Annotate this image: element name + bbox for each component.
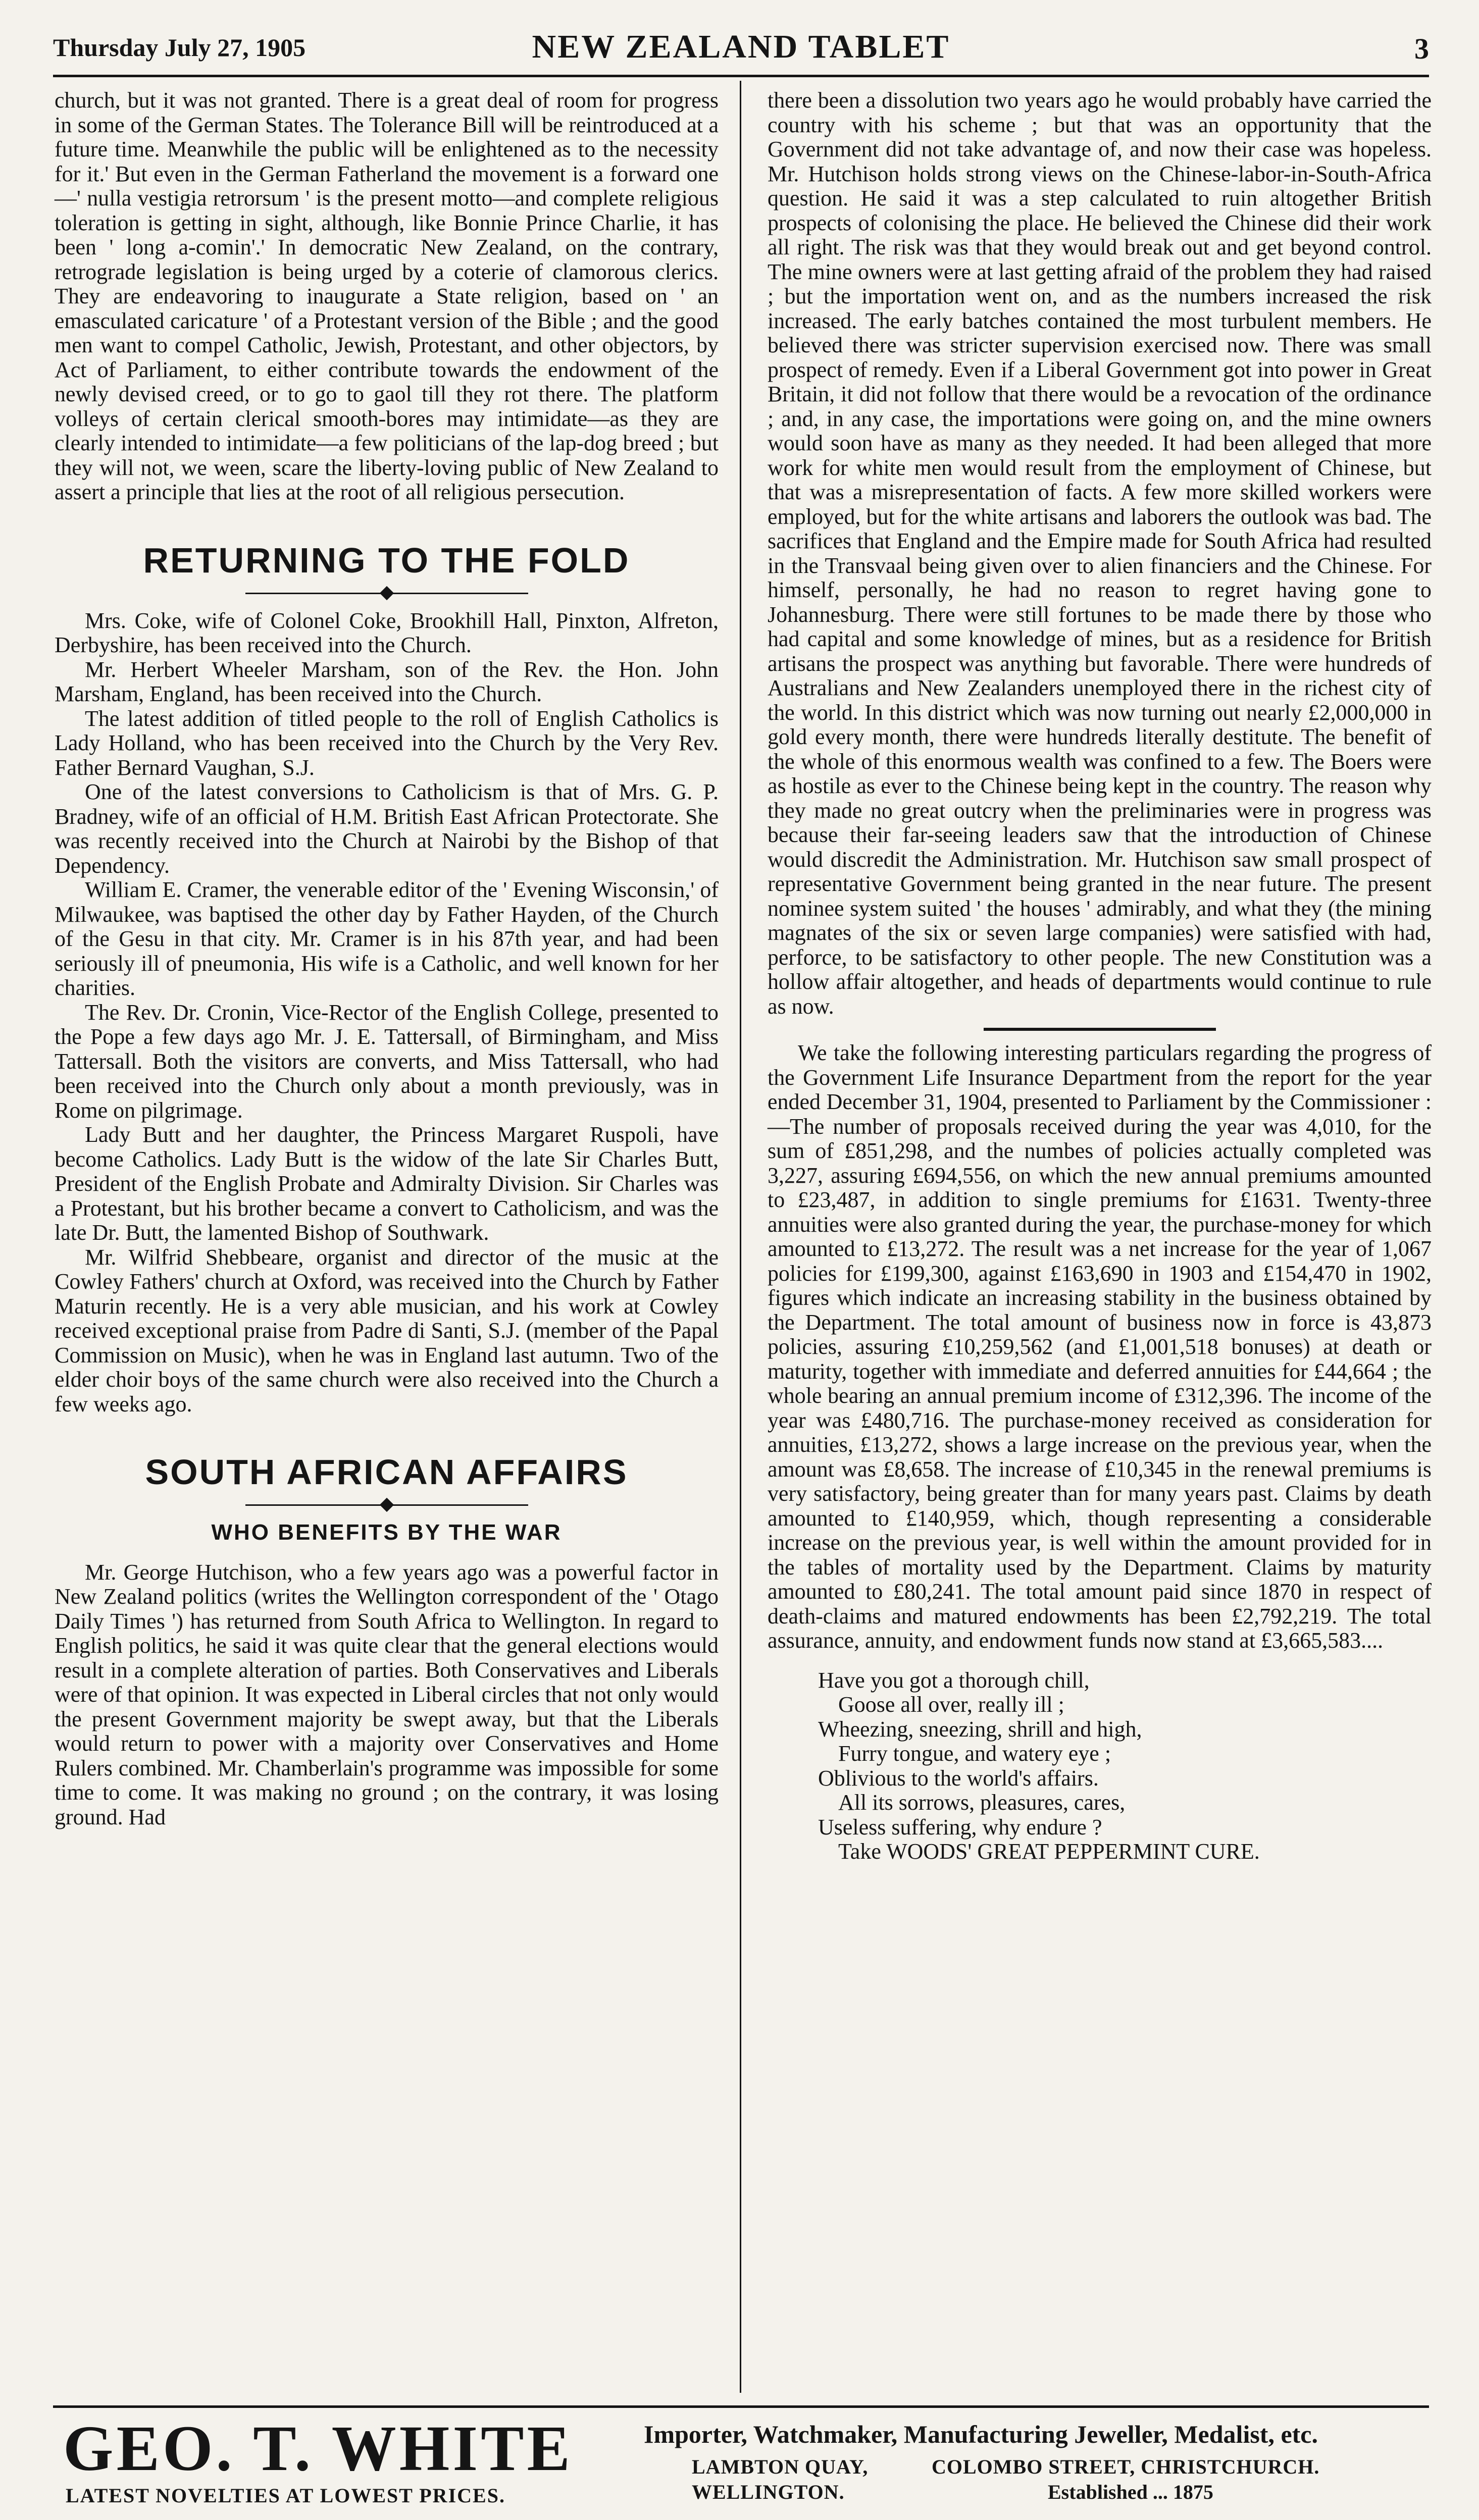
insurance-paragraph: We take the following interesting particulars regarding the progress of the Government Life Insurance Department from the report for the year ended December 31, 1904, presented to Parliament by the Commissioner :—The number of proposals received during the year was 4,010, for the sum of £851,298, and the numbes of policies actually completed was 3,227, assuring £694,556, on which the new annual premiums amounted to £23,487, in addition to single premiums for £1631. Twenty-three annuities were also granted during the year, the purchase-money for which amounted to £13,272. The result was a net increase for the year of 1,067 policies for £199,300, against £163,690 in 1903 and £154,470 in 1902, figures which indicate an increasing stability in the business obtained by the Department. The total amount of business now in force is 43,873 policies, assuring £10,259,562 (and £1,001,518 bonuses) at death or maturity, together with immediate and deferred annuities for £44,664 ; the whole bearing an annual premium income of £312,396. The income of the year was £480,716. The purchase-money received as consideration for annuities, £13,272, shows a large increase on the previous year, when the amount was £8,658. The increase of £10,345 in the renewal premiums is very satisfactory, being greater than for many years past. Claims by death amounted to £140,959, which, though representing a considerable increase on the previous year, is well within the amount provided for in the tables of mortality used by the Department. Claims by maturity amounted to £80,241. The total amount paid since 1870 in respect of death-claims and matured endowments has been £2,792,219. The total assurance, annuity, and endowment funds now stand at £3,665,583.... — [768, 1040, 1432, 1653]
article-paragraph: One of the latest conversions to Catholicism is that of Mrs. G. P. Bradney, wife of an official of H.M. British East African Protectorate. She was recently received into the Church at Nairobi by the Bishop of that Dependency. — [55, 779, 719, 878]
masthead-rule — [53, 75, 1429, 77]
advertiser-services: Importer, Watchmaker, Manufacturing Jeweller, Medalist, etc. — [644, 2420, 1318, 2448]
article-paragraph: Mr. George Hutchison, who a few years ago was a powerful factor in New Zealand politics (writes the Wellington correspondent of the ' Otago Daily Times ') has returned from South Africa to Wellington. In regard to English politics, he said it was quite clear that the general elections would result in a complete alteration of parties. Both Conservatives and Liberals were of that opinion. It was expected in Liberal circles that not only would the present Government majority be swept away, but that the Liberals would return to power with a majority over Conservatives and Home Rulers combined. Mr. Chamberlain's programme was impossible for some time to come. It was making no ground ; on the contrary, it was losing ground. Had — [55, 1559, 719, 1829]
ornamental-rule — [245, 1497, 528, 1512]
established-year: Established ... 1875 — [1048, 2481, 1213, 2503]
article-paragraph: Mr. Wilfrid Shebbeare, organist and director of the music at the Cowley Fathers' church at Oxford, was received into the Church by Father Maturin recently. He is a very able musician, and his work at Cowley received exceptional praise from Padre di Santi, S.J. (member of the Papal Commission on Music), when he was in England last autumn. Two of the elder choir boys of the same church were also received into the Church a few weeks ago. — [55, 1244, 719, 1416]
article-paragraph: Mrs. Coke, wife of Colonel Coke, Brookhill Hall, Pinxton, Alfreton, Derbyshire, has been received into the Church. — [55, 608, 719, 657]
article-paragraph: The latest addition of titled people to the roll of English Catholics is Lady Holland, who has been received into the Church by the Very Rev. Father Bernard Vaughan, S.J. — [55, 706, 719, 780]
poem-line: All its sorrows, pleasures, cares, — [838, 1790, 1126, 1815]
article-paragraph: The Rev. Dr. Cronin, Vice-Rector of the English College, presented to the Pope a few days ago Mr. J. E. Tattersall, of Birmingham, and Miss Tattersall. Both the visitors are converts, and Miss Tattersall, who had been received into the Church only about a month previously, was in Rome on pilgrimage. — [55, 1000, 719, 1123]
advertiser-tagline: LATEST NOVELTIES AT LOWEST PRICES. — [66, 2484, 505, 2507]
poem-line: Furry tongue, and watery eye ; — [838, 1741, 1111, 1766]
advertisement-poem — [818, 1668, 1432, 1864]
poem-line: Oblivious to the world's affairs. — [818, 1765, 1099, 1791]
page-number: 3 — [1414, 32, 1429, 65]
footer-advertisement — [53, 2412, 1429, 2511]
article-paragraph: Lady Butt and her daughter, the Princess Margaret Ruspoli, have become Catholics. Lady Butt is the widow of the late Sir Charles Butt, President of the English Probate and Admiralty Division. Sir Charles was a Protestant, but his brother became a convert to Catholicism, and was the late Dr. Butt, the lamented Bishop of Southwark. — [55, 1122, 719, 1245]
footer-rule — [53, 2405, 1429, 2408]
poem-line: Have you got a thorough chill, — [818, 1667, 1090, 1693]
newspaper-title: NEW ZEALAND TABLET — [532, 28, 950, 65]
left-column — [55, 88, 719, 1829]
heading-south-african-affairs: SOUTH AFRICAN AFFAIRS — [145, 1452, 628, 1492]
advertiser-name: GEO. T. WHITE — [63, 2412, 573, 2484]
issue-date: Thursday July 27, 1905 — [53, 33, 306, 62]
article-paragraph: Mr. Herbert Wheeler Marsham, son of the Rev. the Hon. John Marsham, England, has been received into the Church. — [55, 657, 719, 706]
article-paragraph: William E. Cramer, the venerable editor of the ' Evening Wisconsin,' of Milwaukee, was baptised the other day by Father Hayden, of the Church of the Gesu in that city. Mr. Cramer is in his 87th year, and had been seriously ill of pneumonia, His wife is a Catholic, and well known for her charities. — [55, 877, 719, 1000]
editorial-continuation: church, but it was not granted. There is a great deal of room for progress in some of the German States. The Tolerance Bill will be reintroduced at a future time. Meanwhile the public will be enlightened as to the necessity for it.' But even in the German Fatherland the movement is a forward one—' nulla vestigia retrorsum ' is the present motto—and complete religious toleration is getting in sight, although, like Bonnie Prince Charlie, it has been ' long a-comin'.' In democratic New Zealand, on the contrary, retrograde legislation is being urged by a coterie of clamorous clerics. They are endeavoring to inaugurate a State religion, based on ' an emasculated caricature ' of a Protestant version of the Bible ; and the good men want to compel Catholic, Jewish, Protestant, and other objectors, by Act of Parliament, to either contribute towards the endowment of the newly devised creed, or to go to gaol till they rot there. The platform volleys of certain clerical smooth-bores may intimidate—as they are clearly intended to intimidate—a few politicians of the lap-dog breed ; but they will not, we ween, scare the liberty-loving public of New Zealand to assert a principle that lies at the root of all religious persecution. — [55, 88, 719, 504]
masthead — [53, 28, 1429, 78]
poem-line: Take WOODS' GREAT PEPPERMINT CURE. — [838, 1839, 1260, 1864]
column-divider — [740, 81, 741, 2393]
advertiser-address-2: COLOMBO STREET, CHRISTCHURCH. — [932, 2455, 1320, 2478]
ornamental-rule — [245, 586, 528, 601]
article-continuation: there been a dissolution two years ago he would probably have carried the country with his scheme ; but that was an opportunity that the Government did not take advantage of, and now their case was hopeless. Mr. Hutchison holds strong views on the Chinese-labor-in-South-Africa question. He said it was a step calculated to ruin altogether British prospects of colonising the place. He believed the Chinese did their work all right. The risk was that they would break out and get beyond control. The mine owners were at last getting afraid of the problem they had raised ; but the importation went on, and as the numbers increased the risk increased. The early batches contained the most turbulent members. He believed there was stricter supervision exercised now. There was small prospect of remedy. Even if a Liberal Government got into power in Great Britain, it did not follow that there would be a revocation of the ordinance ; and, in any case, the importations were going on, and the mine owners would soon have as many as they needed. It had been alleged that more work for white men would result from the employment of Chinese, but that was a misrepresentation of facts. A few more skilled workers were employed, but for the white artisans and laborers the outlook was bad. The sacrifices that England and the Empire made for South Africa had resulted in the Transvaal being given over to alien financiers and the Chinese. For himself, personally, he had no reason to regret having gone to Johannesburg. There were still fortunes to be made there by those who had capital and some knowledge of mines, but as a residence for British artisans the prospect was anything but favorable. There were hundreds of Australians and New Zealanders unemployed there in the richest city of the world. In this district which was now turning out nearly £2,000,000 in gold every month, there were hundreds literally destitute. The benefit of the whole of this enormous wealth was confined to a few. The Boers were as hostile as ever to the Chinese being kept in the country. The reason why they made no great outcry when the preliminaries were in progress was because their far-seeing leaders saw that the introduction of Chinese would discredit the Administration. Mr. Hutchison saw small prospect of representative Government being granted in the near future. The present nominee system suited ' the houses ' admirably, and what they (the mining magnates of the six or seven large companies) were satisfied with had, perforce, to be satisfactory to other people. The new Constitution was a hollow affair altogether, and heads of departments would continue to rule as now. — [768, 88, 1432, 1019]
advertiser-city: WELLINGTON. — [692, 2481, 845, 2503]
advertiser-address-1: LAMBTON QUAY, — [692, 2455, 869, 2478]
section-separator — [984, 1028, 1216, 1031]
poem-line: Goose all over, really ill ; — [838, 1692, 1064, 1717]
right-column — [768, 88, 1432, 1864]
subheading-who-benefits: WHO BENEFITS BY THE WAR — [211, 1520, 562, 1545]
poem-line: Wheezing, sneezing, shrill and high, — [818, 1716, 1142, 1742]
heading-returning-to-the-fold: RETURNING TO THE FOLD — [143, 540, 630, 580]
poem-line: Useless suffering, why endure ? — [818, 1814, 1102, 1840]
